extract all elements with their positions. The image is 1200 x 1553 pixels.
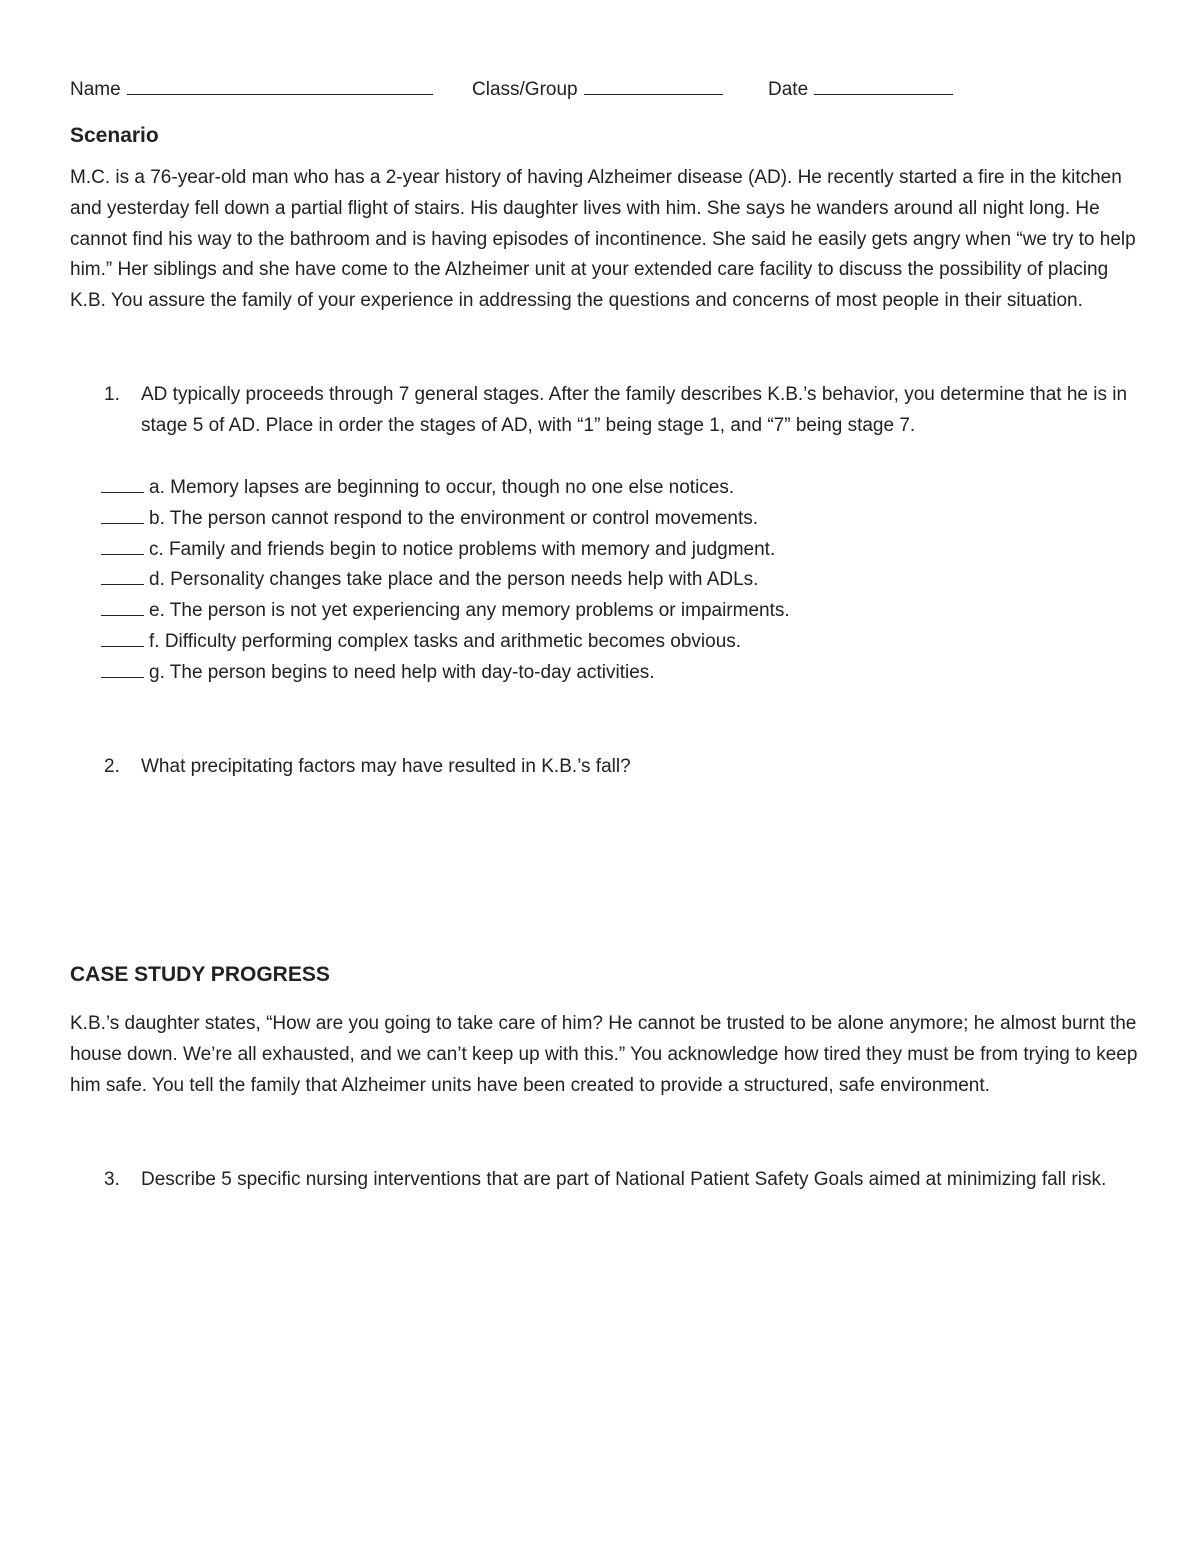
stage-blank — [101, 536, 144, 555]
stage-text: a. Memory lapses are beginning to occur, though no one else notices. — [149, 477, 735, 498]
name-field — [70, 76, 433, 101]
stage-blank — [101, 474, 144, 493]
stage-item-c — [101, 535, 790, 566]
stage-text: c. Family and friends begin to notice problems with memory and judgment. — [149, 538, 776, 560]
question-2 — [70, 751, 1140, 782]
case-study-progress-text: K.B.’s daughter states, “How are you going to take care of him? He cannot be trusted to be alone anymore; he almost burnt the house down. We’re all exhausted, and we can’t keep up with this.” You acknowledge how tired they must be from trying to keep him safe. You tell the family that Alzheimer units have been created to provide a structured, safe environment. — [70, 1013, 1138, 1096]
case-study-progress-title: CASE STUDY PROGRESS — [70, 963, 330, 986]
stage-item-g — [101, 658, 790, 689]
stages-list — [101, 473, 790, 689]
date-field — [768, 76, 953, 101]
stage-item-f — [101, 627, 790, 658]
stage-item-d — [101, 565, 790, 596]
question-1 — [70, 379, 1140, 441]
question-3-number: 3. — [104, 1169, 120, 1190]
stage-item-a — [101, 473, 790, 504]
question-2-text: What precipitating factors may have resulted in K.B.’s fall? — [141, 756, 631, 777]
stage-blank — [101, 597, 144, 616]
question-1-number: 1. — [104, 384, 120, 405]
stage-text: b. The person cannot respond to the environment or control movements. — [149, 507, 759, 529]
stage-text: e. The person is not yet experiencing any memory problems or impairments. — [149, 600, 790, 622]
class-field — [472, 76, 723, 101]
stage-blank — [101, 659, 144, 678]
question-1-text: AD typically proceeds through 7 general stages. After the family describes K.B.’s behavior, you determine that he is in stage 5 of AD. Place in order the stages of AD, with “1” being stage 1, and “7” being stage 7. — [141, 384, 1128, 436]
scenario-text: M.C. is a 76-year-old man who has a 2-year history of having Alzheimer disease (AD). He recently started a fire in the kitchen and yesterday fell down a partial flight of stairs. His daughter lives with him. She says he wanders around all night long. He cannot find his way to the bathroom and is having episodes of incontinence. She said he easily gets angry when “we try to help him.” Her siblings and she have come to the Alzheimer unit at your extended care facility to discuss the possibility of placing K.B. You assure the family of your experience in addressing the questions and concerns of most people in their situation. — [70, 167, 1136, 312]
scenario-title: Scenario — [70, 124, 159, 147]
question-2-number: 2. — [104, 756, 120, 777]
class-label: Class/Group — [472, 79, 578, 100]
class-blank — [584, 76, 723, 95]
stage-text: f. Difficulty performing complex tasks and arithmetic becomes obvious. — [149, 630, 742, 652]
date-label: Date — [768, 79, 809, 100]
name-blank — [127, 76, 433, 95]
name-label: Name — [70, 79, 121, 100]
stage-text: d. Personality changes take place and the person needs help with ADLs. — [149, 569, 759, 591]
stage-blank — [101, 628, 144, 647]
date-blank — [814, 76, 953, 95]
stage-item-b — [101, 504, 790, 535]
stage-text: g. The person begins to need help with day-to-day activities. — [149, 661, 655, 683]
stage-blank — [101, 505, 144, 524]
stage-item-e — [101, 596, 790, 627]
stage-blank — [101, 566, 144, 585]
question-3 — [70, 1164, 1140, 1195]
question-3-text: Describe 5 specific nursing interventions that are part of National Patient Safety Goals aimed at minimizing fall risk. — [141, 1169, 1107, 1190]
